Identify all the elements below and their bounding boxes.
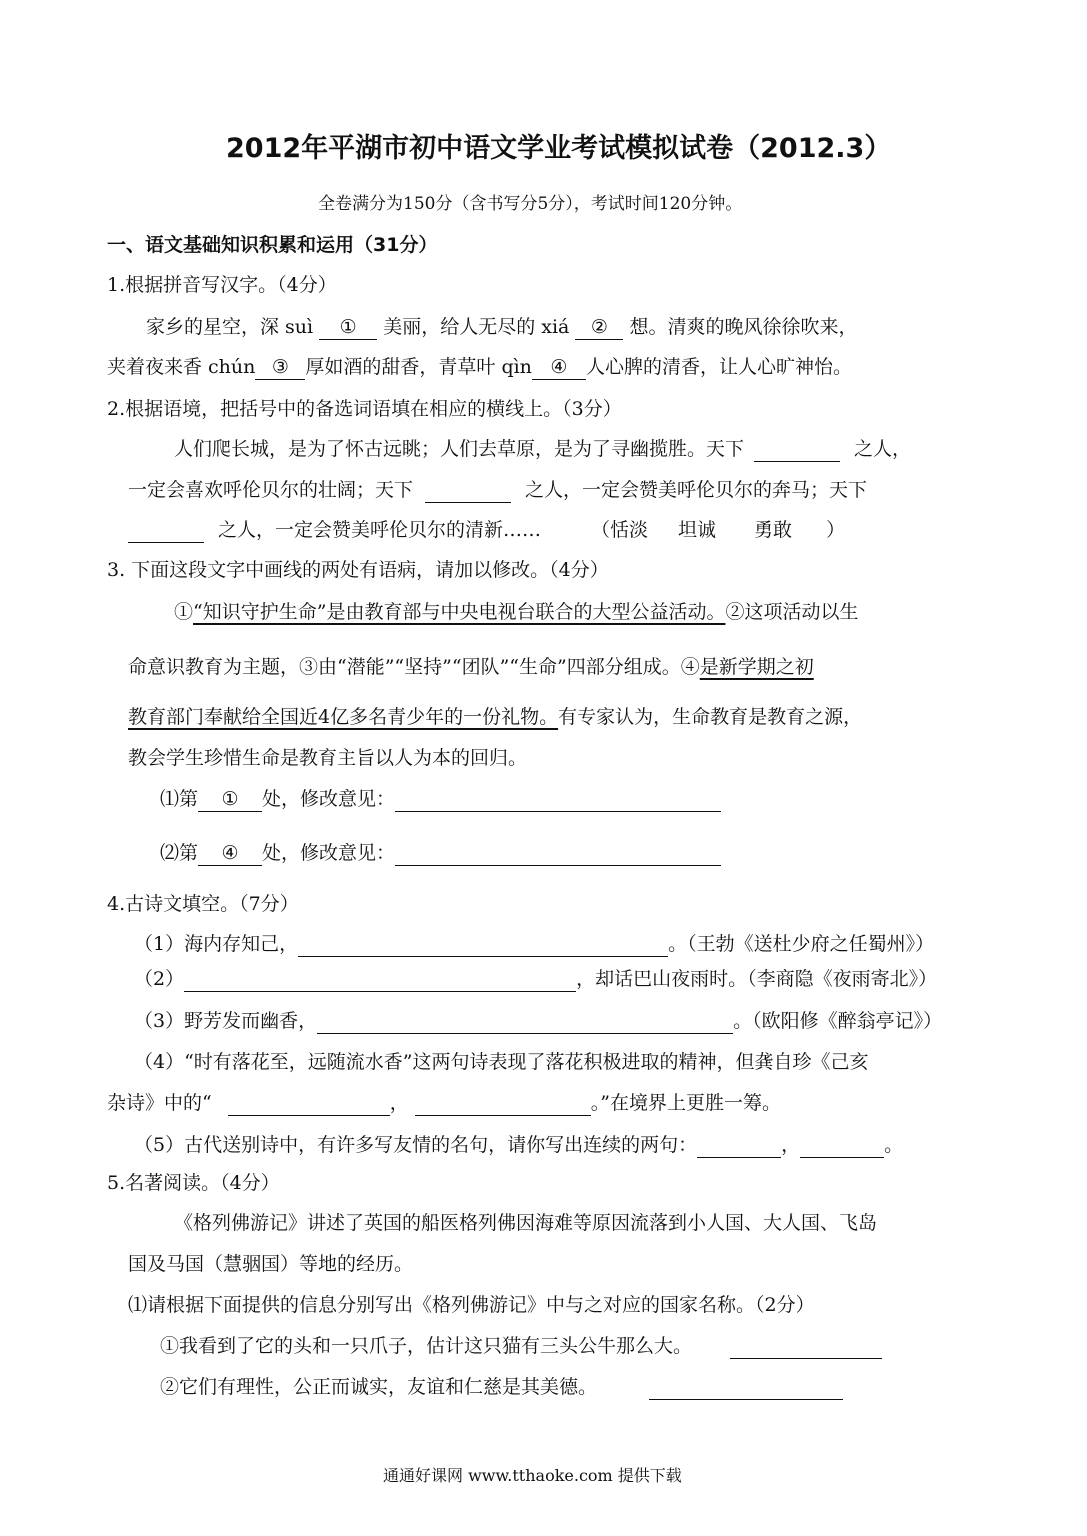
q4-text: （5）古代送别诗中，有许多写友情的名句，请你写出连续的两句： <box>134 1134 698 1156</box>
q4-item-2 <box>134 966 937 992</box>
q4-text: ， <box>781 1134 801 1156</box>
q2-option: 坦诚 <box>678 519 717 541</box>
q1-text: 美丽，给人无尽的 xiá <box>377 316 576 338</box>
q3-line-1 <box>174 599 858 625</box>
q5-clue-1 <box>160 1333 882 1359</box>
q4-item-5 <box>134 1132 903 1158</box>
q3-answer-label: 处，修改意见： <box>262 788 396 810</box>
q2-text: 之人， <box>854 438 912 460</box>
q4-item-4-line-2 <box>107 1090 781 1116</box>
q2-line-1 <box>174 436 911 462</box>
q3-text: 有专家认为，生命教育是教育之源， <box>558 706 863 728</box>
q4-text: 。”在境界上更胜一筹。 <box>590 1092 781 1114</box>
q4-blank-4a[interactable] <box>228 1091 390 1116</box>
page-footer: 通通好课网 www.tthaoke.com 提供下载 <box>383 1466 682 1485</box>
q1-blank-2[interactable]: ② <box>575 315 623 340</box>
q2-option: （恬淡 <box>591 519 649 541</box>
q1-line-1 <box>146 314 857 340</box>
q3-answer-label: ⑵第 <box>160 842 199 864</box>
q4-text: ，却话巴山夜雨时。（李商隐《夜雨寄北》） <box>576 968 938 990</box>
q3-answer-number: ④ <box>198 841 262 866</box>
q5-sub-question: ⑴请根据下面提供的信息分别写出《格列佛游记》中与之对应的国家名称。（2分） <box>128 1294 815 1316</box>
q3-underlined-sentence-4: 教育部门奉献给全国近4亿多名青少年的一份礼物。 <box>128 706 559 728</box>
q4-blank-5a[interactable] <box>697 1133 781 1158</box>
q4-blank-4b[interactable] <box>415 1091 591 1116</box>
q1-blank-1[interactable]: ① <box>319 315 377 340</box>
q5-blank-1[interactable] <box>730 1334 882 1359</box>
q4-blank-3[interactable] <box>317 1009 733 1034</box>
q5-heading: 5.名著阅读。（4分） <box>107 1172 280 1194</box>
q4-blank-5b[interactable] <box>800 1133 884 1158</box>
q3-answer-blank-1[interactable] <box>395 787 721 812</box>
q3-line-4: 教会学生珍惜生命是教育主旨以人为本的回归。 <box>128 747 528 769</box>
q2-option: 勇敢 <box>754 519 793 541</box>
exam-title: 2012年平湖市初中语文学业考试模拟试卷（2012.3） <box>226 133 892 164</box>
q4-item-1 <box>134 931 934 957</box>
q2-line-2 <box>128 477 867 503</box>
q1-text: 想。清爽的晚风徐徐吹来， <box>623 316 858 338</box>
q1-text: 夹着夜来香 chún <box>107 356 256 378</box>
q4-text: 。 <box>884 1134 904 1156</box>
q3-heading: 3. 下面这段文字中画线的两处有语病，请加以修改。（4分） <box>107 559 609 581</box>
q3-answer-1 <box>160 786 721 812</box>
q1-line-2 <box>107 354 852 380</box>
q3-answer-2 <box>160 840 721 866</box>
q4-text: （1）海内存知己， <box>134 933 299 955</box>
exam-subtitle: 全卷满分为150分（含书写分5分），考试时间120分钟。 <box>318 194 743 214</box>
q3-underlined-sentence-1: “知识守护生命”是由教育部与中央电视台联合的大型公益活动。 <box>193 601 726 623</box>
q2-text: 之人，一定会赞美呼伦贝尔的奔马；天下 <box>525 479 868 501</box>
q3-line-2 <box>128 654 814 680</box>
q5-clue-2 <box>160 1374 843 1400</box>
q4-blank-1[interactable] <box>298 932 668 957</box>
q3-answer-label: ⑴第 <box>160 788 199 810</box>
q5-paragraph-line-2: 国及马国（慧骃国）等地的经历。 <box>128 1253 414 1275</box>
q4-text: （3）野芳发而幽香， <box>134 1010 318 1032</box>
q4-text: 。（欧阳修《醉翁亭记》） <box>733 1010 943 1032</box>
q5-blank-2[interactable] <box>649 1375 843 1400</box>
q1-blank-3[interactable]: ③ <box>255 355 305 380</box>
q5-paragraph-line-1: 《格列佛游记》讲述了英国的船医格列佛因海难等原因流落到小人国、大人国、飞岛 <box>174 1212 878 1234</box>
q3-answer-number: ① <box>198 787 262 812</box>
q2-blank-2[interactable] <box>425 478 511 503</box>
q2-blank-1[interactable] <box>754 437 840 462</box>
q5-clue-text: ②它们有理性，公正而诚实，友谊和仁慈是其美德。 <box>160 1376 598 1398</box>
q4-item-4-line-1: （4）“时有落花至，远随流水香”这两句诗表现了落花积极进取的精神，但龚自珍《己亥 <box>134 1051 869 1073</box>
q3-line-3 <box>128 704 862 730</box>
q4-text: 杂诗》中的“ <box>107 1092 212 1114</box>
q2-text: 之人，一定会赞美呼伦贝尔的清新…… <box>218 519 542 541</box>
q4-item-3 <box>134 1008 942 1034</box>
q3-text: 命意识教育为主题，③由“潜能”“坚持”“团队”“生命”四部分组成。④ <box>128 656 700 678</box>
q2-heading: 2.根据语境，把括号中的备选词语填在相应的横线上。（3分） <box>107 398 622 420</box>
q4-text: 。（王勃《送杜少府之任蜀州》） <box>668 933 935 955</box>
q2-text: 一定会喜欢呼伦贝尔的壮阔；天下 <box>128 479 414 501</box>
q3-answer-label: 处，修改意见： <box>262 842 396 864</box>
q5-clue-text: ①我看到了它的头和一只爪子，估计这只猫有三头公牛那么大。 <box>160 1335 693 1357</box>
q2-option: ） <box>826 519 846 541</box>
q1-text: 家乡的星空，深 suì <box>146 316 320 338</box>
q3-underlined-sentence-4: 是新学期之初 <box>699 656 814 678</box>
q3-text: ②这项活动以生 <box>725 601 859 623</box>
q2-line-3 <box>128 517 845 543</box>
q3-answer-blank-2[interactable] <box>395 841 721 866</box>
q4-text: ， <box>389 1092 409 1114</box>
q4-blank-2[interactable] <box>184 967 576 992</box>
q1-blank-4[interactable]: ④ <box>532 355 586 380</box>
q3-text: ① <box>174 601 194 623</box>
q2-blank-3[interactable] <box>128 518 204 543</box>
q1-text: 人心脾的清香，让人心旷神怡。 <box>585 356 852 378</box>
section-heading: 一、语文基础知识积累和运用（31分） <box>107 234 438 256</box>
q2-text: 人们爬长城，是为了怀古远眺；人们去草原，是为了寻幽揽胜。天下 <box>174 438 745 460</box>
q4-heading: 4.古诗文填空。（7分） <box>107 893 299 915</box>
q4-text: （2） <box>134 968 185 990</box>
q1-heading: 1.根据拼音写汉字。（4分） <box>107 274 337 296</box>
q1-text: 厚如酒的甜香，青草叶 qìn <box>305 356 532 378</box>
